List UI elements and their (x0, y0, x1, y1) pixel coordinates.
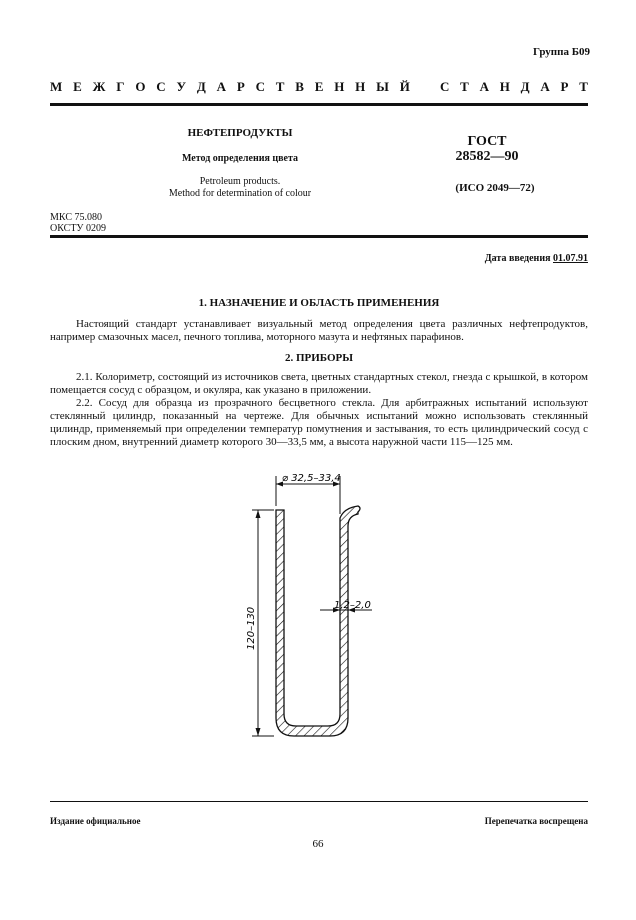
banner-letter: А (479, 79, 489, 94)
section-2-para-2 (50, 397, 588, 449)
section-2-para-1 (50, 371, 588, 397)
gost-number: 28582—90 (455, 149, 519, 164)
diameter-label: ⌀ 32,5–33,4 (282, 473, 341, 484)
banner-letter: С (156, 79, 166, 94)
title-block-rule (50, 235, 588, 238)
banner-letter: А (540, 79, 550, 94)
banner-letter: У (176, 79, 187, 94)
page-number: 66 (312, 838, 324, 850)
iso-reference: (ИСО 2049—72) (455, 182, 535, 194)
footer-rule (50, 801, 588, 802)
banner-letter: Й (399, 79, 410, 94)
standard-banner (50, 79, 588, 95)
english-title-line-2: Method for determination of colour (168, 188, 312, 199)
banner-letter: Р (236, 79, 245, 94)
banner-letter: С (255, 79, 265, 94)
wall-thickness-dimension (320, 600, 372, 613)
banner-letter: Д (196, 79, 206, 94)
banner-letter: Ж (92, 79, 106, 94)
introduction-date (485, 253, 588, 264)
introduction-date-label: Дата введения (484, 253, 551, 264)
section-1-paragraph: Настоящий стандарт устанавливает визуальный метод определения цвета различных нефтепродуктов, например смазочных масел, печного топлива, моторного мазута и нефтяных парафинов. (50, 318, 588, 343)
english-title-line-1: Petroleum products. (199, 176, 281, 187)
gost-designation (447, 134, 527, 164)
banner-letter: Р (560, 79, 569, 94)
diameter-dimension (276, 473, 341, 514)
banner-letter: В (295, 79, 304, 94)
document-subtitle: Метод определения цвета (181, 153, 299, 164)
banner-letter: А (216, 79, 226, 94)
banner-letter: Д (520, 79, 530, 94)
document-title: НЕФТЕПРОДУКТЫ (187, 127, 293, 139)
okstu-code: ОКСТУ 0209 (50, 223, 107, 234)
banner-letter: Т (579, 79, 588, 94)
introduction-date-value: 01.07.91 (553, 253, 588, 264)
banner-letter: Н (499, 79, 510, 94)
banner-word-1 (50, 79, 410, 95)
banner-letter: М (50, 79, 63, 94)
banner-letter: Г (116, 79, 125, 94)
mks-code: МКС 75.080 (50, 212, 102, 223)
cylinder-wall (276, 506, 360, 736)
clause-2-2: 2.2. Сосуд для образца из прозрачного бесцветного стекла. Для арбитражных испытаний используют стеклянный цилиндр, показанный на чертеже. Для обычных испытаний можно использовать стеклянный цилиндр, применяемый при определении температур помутнения и застывания, то есть цилиндрический сосуд с плоским дном, внутренний диаметр которого 30—33,5 мм, а высота наружной части 115—125 мм. (50, 397, 588, 448)
sample-cylinder-drawing (230, 470, 400, 760)
height-label: 120–130 (246, 606, 257, 650)
banner-letter: Ы (376, 79, 389, 94)
banner-letter: О (135, 79, 146, 94)
english-title (110, 176, 370, 200)
banner-letter: Е (73, 79, 82, 94)
banner-letter: С (440, 79, 450, 94)
height-dimension (246, 510, 274, 736)
banner-word-2 (440, 79, 588, 95)
wall-thickness-label: 1,2–2,0 (334, 600, 371, 611)
section-1-heading: 1. НАЗНАЧЕНИЕ И ОБЛАСТЬ ПРИМЕНЕНИЯ (198, 297, 440, 309)
classification-codes (50, 212, 106, 234)
banner-letter: Т (275, 79, 285, 94)
banner-letter: Т (460, 79, 469, 94)
footer-official-edition: Издание официальное (50, 816, 141, 826)
banner-letter: Н (355, 79, 366, 94)
footer-reprint-notice: Перепечатка воспрещена (484, 816, 588, 826)
section-2-heading: 2. ПРИБОРЫ (284, 352, 354, 364)
section-1-text (50, 318, 588, 344)
gost-label: ГОСТ (467, 134, 507, 149)
banner-letter: Н (334, 79, 345, 94)
top-rule (50, 103, 588, 106)
group-code: Группа Б09 (533, 46, 590, 58)
clause-2-1: 2.1. Колориметр, состоящий из источников света, цветных стандартных стекол, гнезда с крышкой, в котором помещается сосуд с образцом, и окуляра, как указано в приложении. (50, 371, 588, 396)
banner-letter: Е (314, 79, 324, 94)
